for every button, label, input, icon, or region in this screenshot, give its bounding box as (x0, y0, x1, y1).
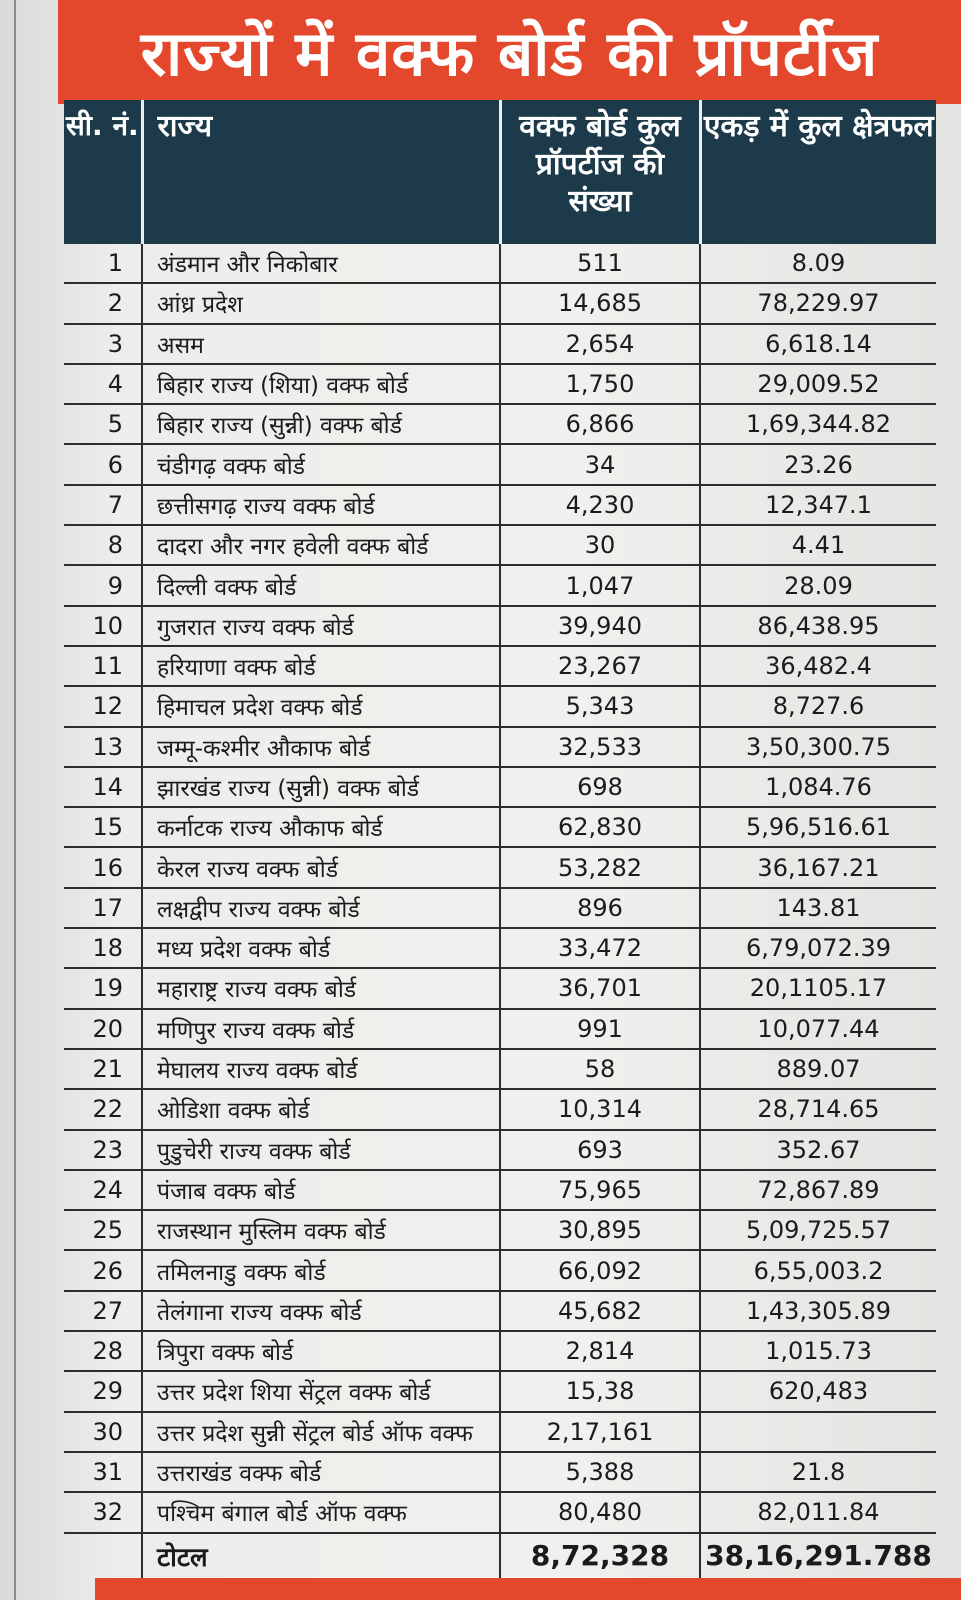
cell-property-count: 10,314 (500, 1089, 700, 1129)
cell-state: राजस्थान मुस्लिम वक्फ बोर्ड (142, 1210, 500, 1250)
total-area-acres: 38,16,291.788 (705, 1539, 932, 1572)
cell-state: केरल राज्य वक्फ बोर्ड (142, 847, 500, 887)
table-row (64, 1049, 936, 1089)
cell-sno: 6 (64, 444, 142, 484)
cell-property-count: 66,092 (500, 1250, 700, 1290)
cell-area-acres: 1,015.73 (700, 1331, 936, 1371)
cell-area-acres: 28,714.65 (700, 1089, 936, 1129)
cell-sno: 29 (64, 1371, 142, 1411)
cell-state: महाराष्ट्र राज्य वक्फ बोर्ड (142, 968, 500, 1008)
table-row (64, 968, 936, 1008)
cell-state: असम (142, 324, 500, 364)
cell-area-acres: 6,618.14 (700, 324, 936, 364)
cell-state: पुडुचेरी राज्य वक्फ बोर्ड (142, 1130, 500, 1170)
cell-sno: 17 (64, 888, 142, 928)
cell-area-acres: 82,011.84 (700, 1492, 936, 1532)
cell-property-count: 1,047 (500, 565, 700, 605)
table-row (64, 606, 936, 646)
cell-sno: 4 (64, 364, 142, 404)
cell-area-acres: 12,347.1 (700, 485, 936, 525)
cell-area-acres: 8.09 (700, 244, 936, 283)
cell-sno: 15 (64, 807, 142, 847)
cell-sno: 19 (64, 968, 142, 1008)
cell-property-count: 511 (500, 244, 700, 283)
cell-area-acres: 6,55,003.2 (700, 1250, 936, 1290)
cell-area-acres: 36,482.4 (700, 646, 936, 686)
cell-state: हरियाणा वक्फ बोर्ड (142, 646, 500, 686)
cell-state: झारखंड राज्य (सुन्नी) वक्फ बोर्ड (142, 767, 500, 807)
cell-state: हिमाचल प्रदेश वक्फ बोर्ड (142, 686, 500, 726)
cell-state: लक्षद्वीप राज्य वक्फ बोर्ड (142, 888, 500, 928)
cell-state: दिल्ली वक्फ बोर्ड (142, 565, 500, 605)
table-row (64, 1089, 936, 1129)
cell-property-count: 62,830 (500, 807, 700, 847)
cell-area-acres: 72,867.89 (700, 1170, 936, 1210)
cell-state: तमिलनाडु वक्फ बोर्ड (142, 1250, 500, 1290)
cell-area-acres: 889.07 (700, 1049, 936, 1089)
table-row (64, 1492, 936, 1532)
cell-property-count: 30 (500, 525, 700, 565)
cell-state: अंडमान और निकोबार (142, 244, 500, 283)
table-row (64, 888, 936, 928)
cell-state: कर्नाटक राज्य औकाफ बोर्ड (142, 807, 500, 847)
total-property-count: 8,72,328 (500, 1533, 700, 1578)
cell-property-count: 2,17,161 (500, 1412, 700, 1452)
cell-area-acres: 10,077.44 (700, 1009, 936, 1049)
cell-area-acres: 620,483 (700, 1371, 936, 1411)
cell-area-acres: 8,727.6 (700, 686, 936, 726)
table-row (64, 1452, 936, 1492)
cell-state: पश्चिम बंगाल बोर्ड ऑफ वक्फ (142, 1492, 500, 1532)
table-row (64, 1250, 936, 1290)
table-row (64, 364, 936, 404)
table-row (64, 485, 936, 525)
cell-total-blank (64, 1533, 142, 1578)
cell-property-count: 2,814 (500, 1331, 700, 1371)
cell-state: दादरा और नगर हवेली वक्फ बोर्ड (142, 525, 500, 565)
cell-state: बिहार राज्य (सुन्नी) वक्फ बोर्ड (142, 404, 500, 444)
cell-property-count: 693 (500, 1130, 700, 1170)
cell-area-acres: 23.26 (700, 444, 936, 484)
table-body (64, 244, 936, 1578)
header-state: राज्य (142, 100, 500, 244)
cell-state: मध्य प्रदेश वक्फ बोर्ड (142, 928, 500, 968)
table-row (64, 1371, 936, 1411)
cell-property-count: 5,388 (500, 1452, 700, 1492)
cell-property-count: 32,533 (500, 727, 700, 767)
cell-sno: 28 (64, 1331, 142, 1371)
cell-sno: 30 (64, 1412, 142, 1452)
cell-area-acres: 78,229.97 (700, 283, 936, 323)
cell-area-acres: 20,1105.17 (700, 968, 936, 1008)
cell-property-count: 2,654 (500, 324, 700, 364)
cell-sno: 8 (64, 525, 142, 565)
table-row (64, 525, 936, 565)
cell-property-count: 30,895 (500, 1210, 700, 1250)
cell-sno: 20 (64, 1009, 142, 1049)
table-row (64, 1412, 936, 1452)
header-sno: सी. नं. (64, 100, 142, 244)
cell-sno: 23 (64, 1130, 142, 1170)
table-row (64, 847, 936, 887)
cell-area-acres: 36,167.21 (700, 847, 936, 887)
cell-state: त्रिपुरा वक्फ बोर्ड (142, 1331, 500, 1371)
cell-sno: 5 (64, 404, 142, 444)
table-row (64, 646, 936, 686)
cell-property-count: 39,940 (500, 606, 700, 646)
table-row (64, 727, 936, 767)
title-banner (58, 0, 961, 104)
cell-area-acres: 86,438.95 (700, 606, 936, 646)
bottom-banner (95, 1578, 961, 1600)
cell-property-count: 53,282 (500, 847, 700, 887)
cell-sno: 24 (64, 1170, 142, 1210)
page-title: राज्यों में वक्फ बोर्ड की प्रॉपर्टीज (140, 17, 879, 90)
cell-area-acres: 1,43,305.89 (700, 1291, 936, 1331)
cell-area-acres: 4.41 (700, 525, 936, 565)
cell-sno: 21 (64, 1049, 142, 1089)
cell-state: छत्तीसगढ़ राज्य वक्फ बोर्ड (142, 485, 500, 525)
total-label: टोटल (142, 1533, 500, 1578)
table-row (64, 444, 936, 484)
cell-property-count: 698 (500, 767, 700, 807)
table-row (64, 767, 936, 807)
table-row (64, 1331, 936, 1371)
cell-sno: 1 (64, 244, 142, 283)
cell-property-count: 34 (500, 444, 700, 484)
cell-state: ओडिशा वक्फ बोर्ड (142, 1089, 500, 1129)
cell-state: उत्तराखंड वक्फ बोर्ड (142, 1452, 500, 1492)
cell-property-count: 896 (500, 888, 700, 928)
cell-state: आंध्र प्रदेश (142, 283, 500, 323)
cell-sno: 2 (64, 283, 142, 323)
cell-property-count: 36,701 (500, 968, 700, 1008)
cell-sno: 14 (64, 767, 142, 807)
cell-state: जम्मू-कश्मीर औकाफ बोर्ड (142, 727, 500, 767)
table-row (64, 1170, 936, 1210)
table-row (64, 1291, 936, 1331)
table-row (64, 1009, 936, 1049)
cell-property-count: 75,965 (500, 1170, 700, 1210)
cell-sno: 3 (64, 324, 142, 364)
waqf-properties-table (64, 100, 936, 1578)
cell-sno: 18 (64, 928, 142, 968)
cell-sno: 10 (64, 606, 142, 646)
cell-property-count: 1,750 (500, 364, 700, 404)
cell-sno: 7 (64, 485, 142, 525)
cell-area-acres: 29,009.52 (700, 364, 936, 404)
cell-area-acres: 5,96,516.61 (700, 807, 936, 847)
table-header-row (64, 100, 936, 244)
cell-property-count: 33,472 (500, 928, 700, 968)
cell-area-acres: 28.09 (700, 565, 936, 605)
table-row (64, 283, 936, 323)
cell-sno: 32 (64, 1492, 142, 1532)
cell-sno: 31 (64, 1452, 142, 1492)
cell-sno: 9 (64, 565, 142, 605)
cell-property-count: 5,343 (500, 686, 700, 726)
header-area-acres: एकड़ में कुल क्षेत्रफल (700, 100, 936, 244)
cell-area-acres: 352.67 (700, 1130, 936, 1170)
column-divider (14, 0, 16, 1600)
cell-property-count: 15,38 (500, 1371, 700, 1411)
cell-state: पंजाब वक्फ बोर्ड (142, 1170, 500, 1210)
total-row (64, 1533, 936, 1578)
table-row (64, 1210, 936, 1250)
cell-sno: 25 (64, 1210, 142, 1250)
cell-area-acres: 5,09,725.57 (700, 1210, 936, 1250)
table-row (64, 686, 936, 726)
cell-state: चंडीगढ़ वक्फ बोर्ड (142, 444, 500, 484)
cell-sno: 16 (64, 847, 142, 887)
cell-area-acres: 21.8 (700, 1452, 936, 1492)
cell-state: मेघालय राज्य वक्फ बोर्ड (142, 1049, 500, 1089)
cell-area-acres: 3,50,300.75 (700, 727, 936, 767)
table-row (64, 324, 936, 364)
cell-state: तेलंगाना राज्य वक्फ बोर्ड (142, 1291, 500, 1331)
cell-property-count: 80,480 (500, 1492, 700, 1532)
cell-area-acres: 143.81 (700, 888, 936, 928)
cell-sno: 12 (64, 686, 142, 726)
cell-sno: 22 (64, 1089, 142, 1129)
cell-property-count: 14,685 (500, 283, 700, 323)
cell-state: बिहार राज्य (शिया) वक्फ बोर्ड (142, 364, 500, 404)
cell-property-count: 991 (500, 1009, 700, 1049)
table-row (64, 807, 936, 847)
cell-sno: 13 (64, 727, 142, 767)
cell-area-acres: 1,69,344.82 (700, 404, 936, 444)
cell-state: मणिपुर राज्य वक्फ बोर्ड (142, 1009, 500, 1049)
cell-property-count: 45,682 (500, 1291, 700, 1331)
table-row (64, 1130, 936, 1170)
table-row (64, 565, 936, 605)
cell-property-count: 58 (500, 1049, 700, 1089)
cell-area-acres: 1,084.76 (700, 767, 936, 807)
cell-state: गुजरात राज्य वक्फ बोर्ड (142, 606, 500, 646)
cell-state: उत्तर प्रदेश सुन्नी सेंट्रल बोर्ड ऑफ वक्फ (142, 1412, 500, 1452)
cell-sno: 11 (64, 646, 142, 686)
cell-property-count: 6,866 (500, 404, 700, 444)
cell-state: उत्तर प्रदेश शिया सेंट्रल वक्फ बोर्ड (142, 1371, 500, 1411)
cell-sno: 26 (64, 1250, 142, 1290)
table-row (64, 244, 936, 283)
table-row (64, 928, 936, 968)
cell-sno: 27 (64, 1291, 142, 1331)
cell-area-acres (700, 1412, 936, 1452)
cell-property-count: 4,230 (500, 485, 700, 525)
table-row (64, 404, 936, 444)
cell-area-acres: 6,79,072.39 (700, 928, 936, 968)
header-property-count: वक्फ बोर्ड कुल प्रॉपर्टीज की संख्या (500, 100, 700, 244)
cell-property-count: 23,267 (500, 646, 700, 686)
